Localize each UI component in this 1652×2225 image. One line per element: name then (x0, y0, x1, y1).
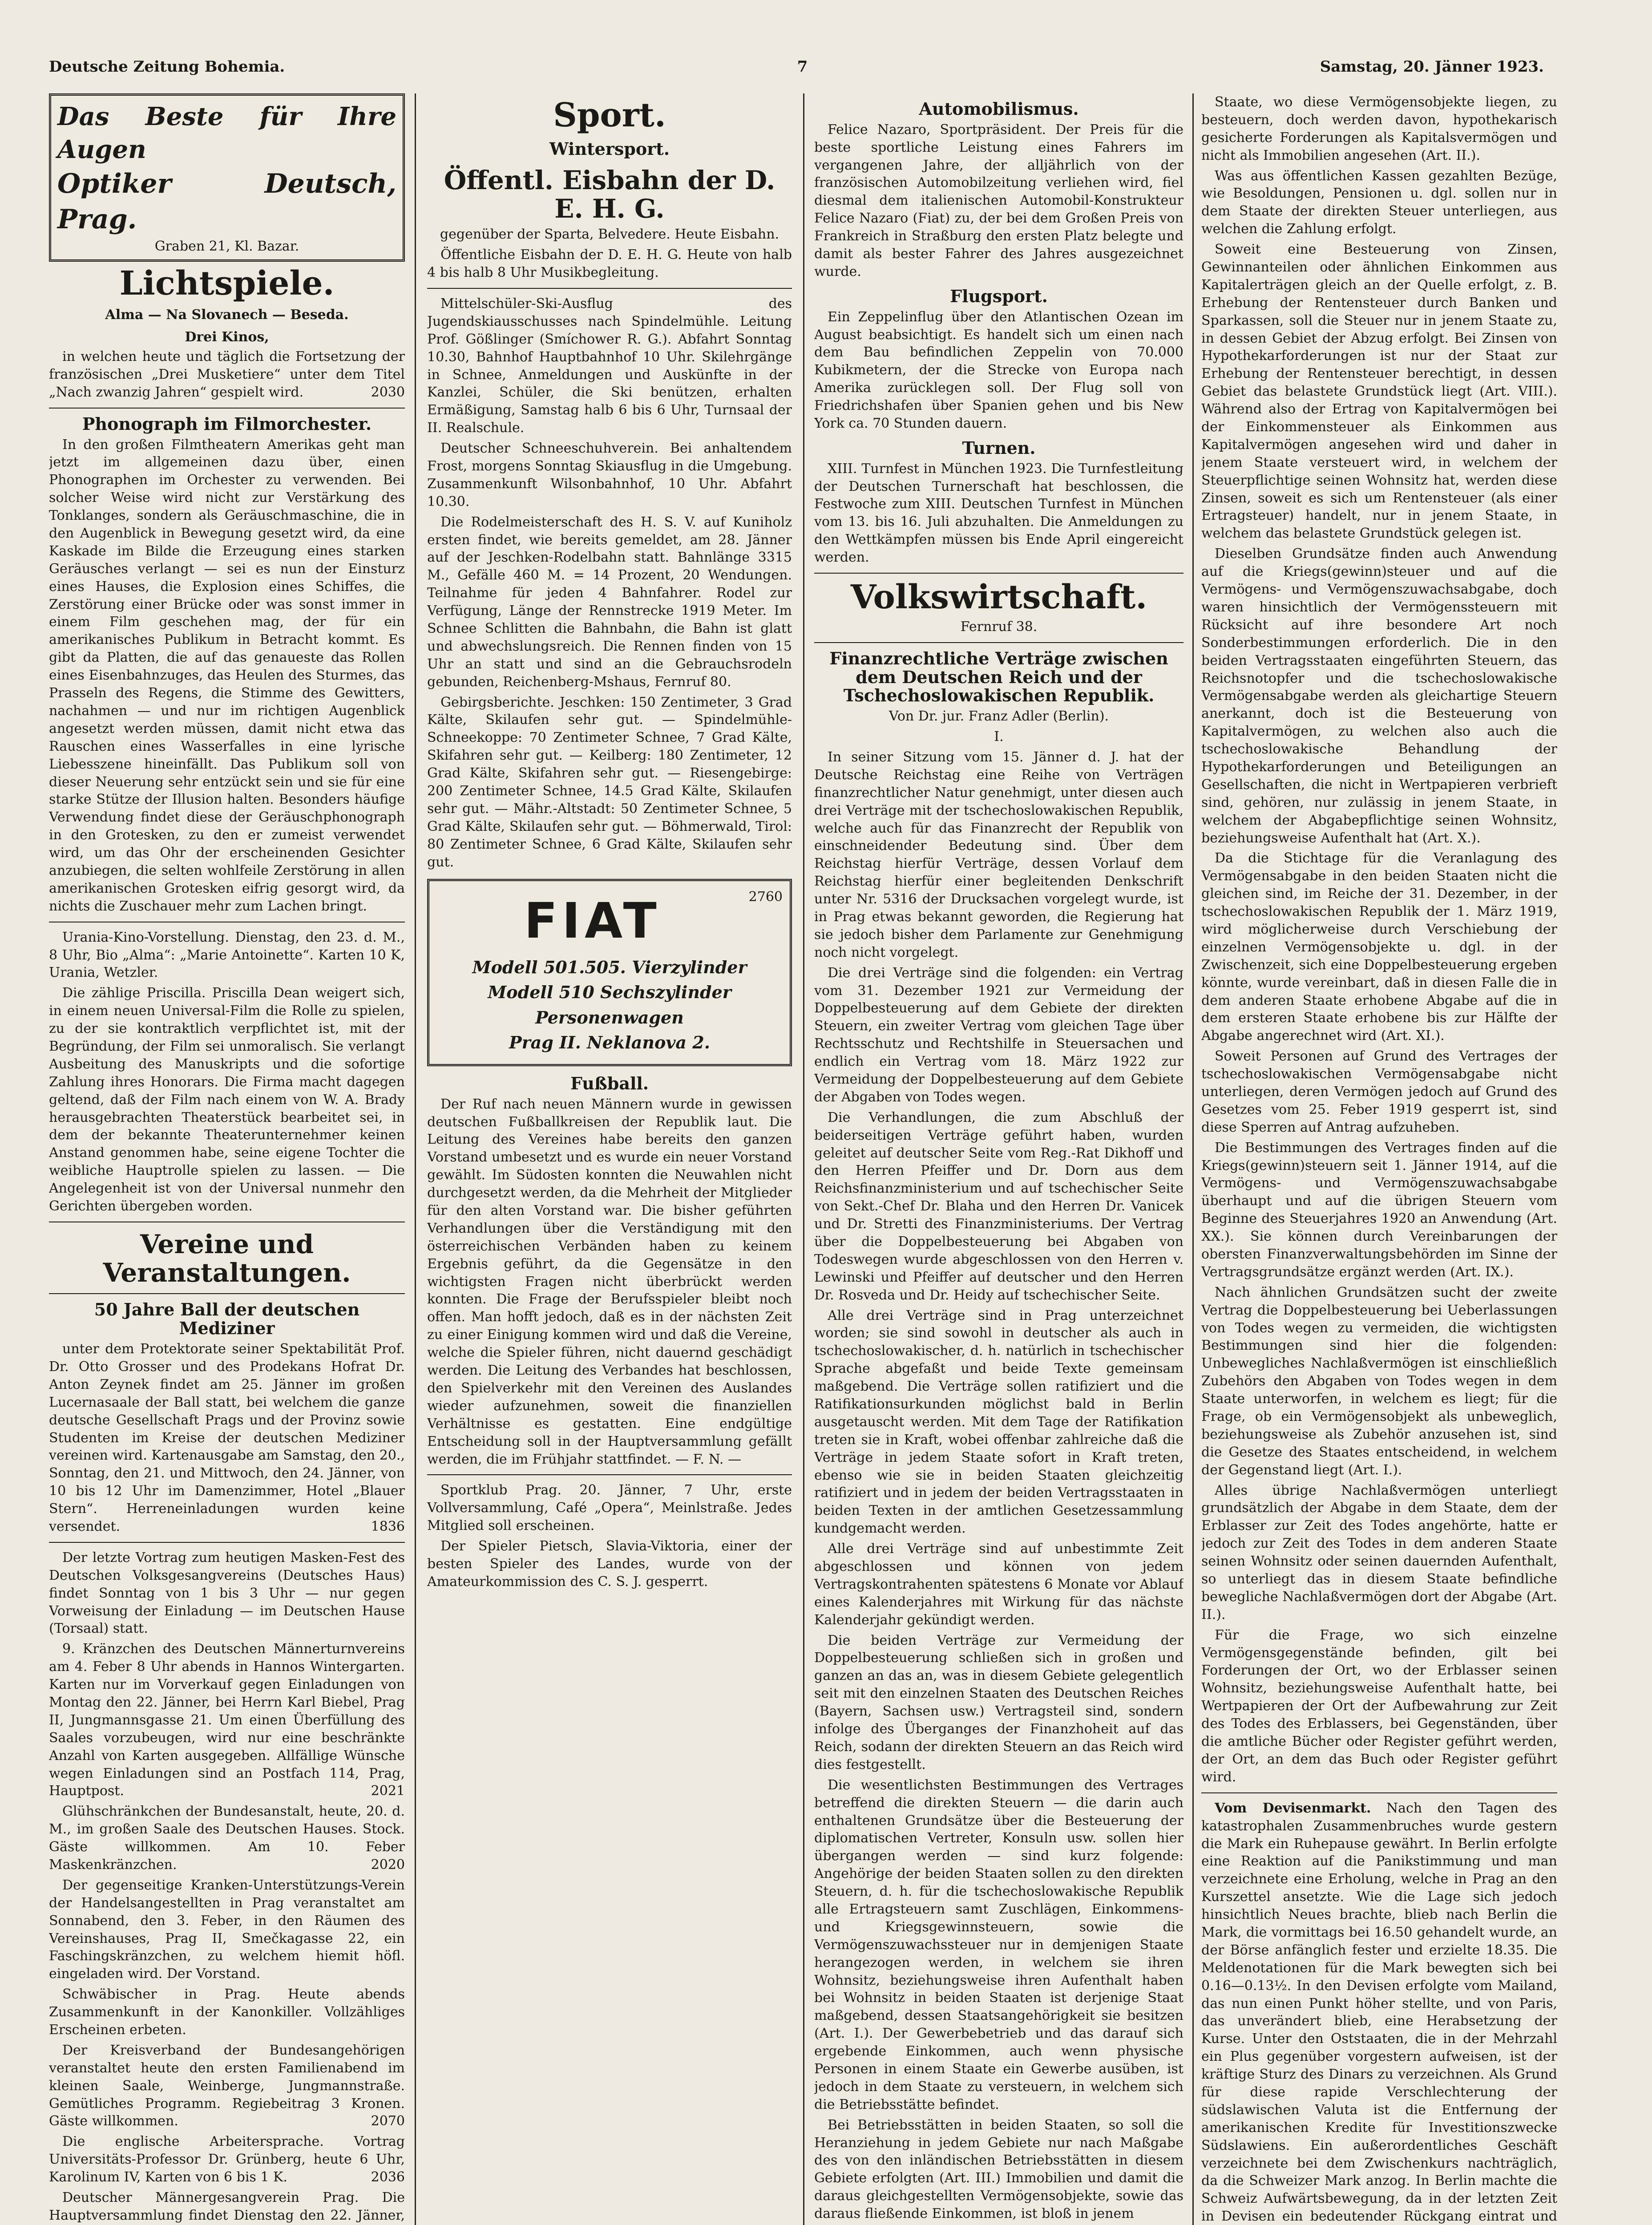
vereine-notice: Der Kreisverband der Bundesangehörigen veranstaltet heute den ersten Familienabend im kleinen Saale, Weinberge, Jungmannstraße. Gemütliches Programm. Regiebeitrag 3 Kronen. Gäste willkommen. 2070 (49, 2042, 405, 2129)
article-author: Von Dr. jur. Franz Adler (Berlin). (889, 708, 1109, 724)
newspaper-name: Deutsche Zeitung Bohemia. (49, 58, 285, 76)
fiat-model-1: Modell 501.505. Vierzylinder (472, 957, 747, 977)
turnen-text: XIII. Turnfest in München 1923. Die Turnfestleitung der Deutschen Turnerschaft hat beschlossen, die Festwoche zum XIII. Deutschen Turnfest in München vom 13. bis 16. Juli abzuhalten. Die Anmeldungen zu den Wettkämpfen müssen bis Ende April eingereicht werden. (814, 461, 1183, 566)
section-title-sport: Sport. (553, 96, 666, 134)
sport-paragraph: Deutscher Schneeschuhverein. Bei anhaltendem Frost, morgens Sonntag Skiausflug in die Umgebung. Zusammenkunft Wilsonbahnhof, 10 Uhr. Abfahrt 10.30. (427, 441, 792, 510)
vertraege-continued: Nach ähnlichen Grundsätzen sucht der zweite Vertrag die Doppelbesteuerung bei Ueberlassungen von Todes wegen zu vermeiden, die wichtigsten Bestimmungen sind hier die folgenden: Unbewegliches Nachlaßvermögen ist einschließlich Zubehörs den Abgaben von Todes wegen in dem Staate unterworfen, in welchem es liegt; für die Frage, ob ein Vermögensobjekt als unbeweglich, beziehungsweise als Zubehör anzusehen ist, sind die Gesetze des Staates entscheidend, in welchem der Gegenstand liegt (Art. I.). (1201, 1284, 1557, 1478)
vertraege-continued: Dieselben Grundsätze finden auch Anwendung auf die Kriegs(gewinn)steuer und auf die Vermögens- und Vermögenszuwachsabgabe, doch waren hinsichtlich der Vermögenssteuern mit Rücksicht auf ihre besondere Art noch Sonderbestimmungen erforderlich. Die in den beiden Vertragsstaaten eingeführten Steuern, das Reichsnotopfer und die tschechoslowakische Vermögensabgabe werden als gleichartige Steuern anerkannt, doch ist die Besteuerung von Kapitalvermögen, zu welchen also auch die tschechoslowakische Behandlung der Hypothekarforderungen und Beteiligungen an Gesellschaften, die nicht in Wertpapieren verbrieft sind, gehören, nur zulässig in jenem Staate, in welchem der Abgabepflichtige seinen Wohnsitz, beziehungsweise Aufenthalt hat (Art. X.). (1201, 546, 1557, 846)
vereine-notice: Glühschränkchen der Bundesanstalt, heute, 20. d. M., im großen Saale des Deutschen Hauses. Stock. Gäste willkommen. Am 10. Feber Maskenkränzchen. 2020 (49, 1804, 405, 1873)
fiat-logo: FIAT (524, 892, 661, 950)
vereine-notice: Der gegenseitige Kranken-Unterstützungs-Verein der Handelsangestellten in Prag veranstaltet am Sonnabend, den 3. Feber, in den Räumen des Vereinshauses, Prag II, Smečkagasse 22, ein Faschingskränzchen, zu welchem hiemit höfl. eingeladen wird. Der Vorstand. (49, 1877, 405, 1982)
vertraege-paragraph: Die beiden Verträge zur Vermeidung der Doppelbesteuerung schließen sich in großen und ganzen an das an, was in diesem Gebiete gelegentlich seit mit den einzelnen Staaten des Deutschen Reiches (Bayern, Sachsen usw.) Vertragsteil sind, sondern infolge des Überganges der Finanzhoheit auf das Reich, sodann der direkten Steuern an das Reich wird dies festgestellt. (814, 1632, 1183, 1772)
ad-company: Optiker Deutsch, Prag. (57, 168, 396, 235)
vereine-notice: 9. Kränzchen des Deutschen Männerturnvereins am 4. Feber 8 Uhr abends in Hannos Wintergarten. Karten nur im Vorverkauf gegen Einladungen von Montag den 22. Jänner, bei Herrn Karl Biebel, Prag II, Jungmannsgasse 21. Um einen Überfüllung des Saales vorzubeugen, wird nur eine beschränkte Anzahl von Karten ausgegeben. Allfällige Wünsche wegen Einladungen sind an Postfach 114, Prag, Hauptpost. 2021 (49, 1641, 405, 1799)
column-rule (1192, 93, 1194, 2225)
ball-text: unter dem Protektorate seiner Spektabilität Prof. Dr. Otto Grosser und des Prodekans Hofrat Dr. Anton Zeynek findet am 25. Jänner im großen Lucernasaale der Ball statt, bei welchem die ganze deutsche Gesellschaft Prags und der Provinz sowie Studenten im Kreise der deutschen Mediziner vereinen wird. Kartenausgabe am Samstag, den 20., Sonntag, den 21. und Mittwoch, den 24. Jänner, von 10 bis 12 Uhr im Damenzimmer, Hotel „Blauer Stern“. Herreneinladungen wurden keine versendet. 1836 (49, 1341, 405, 1534)
column-1 (49, 93, 405, 2225)
fussball-text: Der Ruf nach neuen Männern wurde in gewissen deutschen Fußballkreisen der Republik laut. Die Leitung des Vereines habe bereits den ganzen Vorstand umbesetzt und es wurde ein neuer Vorstand gewählt. Im Südosten konnten die Neuwahlen nicht durchgesetzt werden, da die Mehrheit der Mitglieder für den alten Vorstand war. Die bisher geführten Verhandlungen über die Verständigung mit den österreichischen Verbänden haben zu keinem Ergebnis geführt, da die Gegensätze in den wichtigsten Fragen nicht überbrückt werden konnten. Die Frage der Berufsspieler bleibt noch offen. Man hofft jedoch, daß es in der nächsten Zeit zu einer Einigung kommen wird und daß die Vereine, welche die Spieler führen, nicht dauernd geschädigt werden. Die Leitung des Verbandes hat beschlossen, den Spielverkehr mit den Vereinen des Auslandes wieder aufzunehmen, soweit die finanziellen Verhältnisse es gestatten. Eine endgültige Entscheidung soll in der Hauptversammlung gefällt werden, die im Frühjahr stattfindet. — F. N. — (427, 1096, 792, 1467)
fiat-model-2: Modell 510 Sechszylinder (488, 982, 731, 1003)
vertraege-continued: Soweit eine Besteuerung von Zinsen, Gewinnanteilen oder ähnlichen Einkommen aus Kapitalerträgen gleich an der Quelle erfolgt, z. B. Erhebung der Rentensteuer durch Banken und Sparkassen, soll die Steuer nur in jenem Staate zu, in dessen Gebiet der Abzug erfolgt. Bei Zinsen von Hypothekarforderungen ist nur der Staat zur Erhebung der Rentensteuer berechtigt, in dessen Gebiet das belastete Grundstück liegt (Art. VIII.). Während also der Ertrag von Kapitalvermögen bei der Einkommensteuer als Einkommen aus Kapitalvermögen angesehen wird und daher in jenem Staate versteuert wird, in welchem der Steuerpflichtige seinen Wohnsitz hat, werden diese Zinsen, soweit es sich um Rentensteuer (als einer Ertragsteuer) handelt, nur in jenem Staate, in welchem das belastete Grundstück gelegen ist. (1201, 242, 1557, 542)
ball-title: 50 Jahre Ball der deutschen Mediziner (94, 1299, 360, 1339)
fiat-type: Personenwagen (535, 1007, 684, 1028)
vertraege-continued: Da die Stichtage für die Veranlagung des Vermögensabgabe in den beiden Staaten nicht die gleichen sind, im Reiche der 31. Dezember, in der tschechoslowakischen Republik der 1. März 1919, wird möglicherweise durch Verschiebung der einzelnen Vermögensobjekte u. dgl. in der Zwischenzeit, sich eine Doppelbesteuerung ergeben könnte, wurde vereinbart, daß in diesen Falle die in dem anderen Staate erhobene Abgabe auf die in dem ersteren Staate erhobene bis zur Hälfte der Abgabe angerechnet wird (Art. XI.). (1201, 850, 1557, 1044)
eisbahn-title: Öffentl. Eisbahn der D. E. H. G. (444, 165, 776, 224)
article-title-phonograph: Phonograph im Filmorchester. (82, 413, 372, 434)
page-number: 7 (797, 58, 808, 76)
sport-paragraph: Mittelschüler-Ski-Ausflug des Jugendskiausschusses nach Spindelmühle. Leitung Prof. Gößlinger (Smíchower R. G.). Abfahrt Sonntag 10.30, Bahnhof Hauptbahnhof 10 Uhr. Skilehrgänge in Schnee, Anmeldungen und Auskünfte in der Kanzlei, Schüler, die Ski benützen, erhalten Ermäßigung, Samstag halb 6 bis 6 Uhr, Turnsaal der II. Realschule. (427, 295, 792, 436)
vertraege-paragraph: Die Verhandlungen, die zum Abschluß der beiderseitigen Verträge geführt haben, wurden geleitet auf deutscher Seite vom Reg.-Rat Dikhoff und den Herren Pfeiffer und Dr. Dorn aus dem Reichsfinanzministerium und auf tschechischer Seite von Sekt.-Chef Dr. Blaha und den Herren Dr. Vanicek und Dr. Stretti des Finanzministeriums. Der Vertrag über die Doppelbesteuerung bei Abgaben von Todeswegen wurde abgeschlossen von den Herren v. Lewinski und Pfeiffer auf deutscher und den Herren Dr. Rosveda und Dr. Heidy auf tschechischer Seite. (814, 1109, 1183, 1303)
cinema-intro: in welchen heute und täglich die Fortsetzung der französischen „Drei Musketiere“ unter dem Titel „Nach zwanzig Jahren“ gespielt wird. 2030 (49, 349, 405, 400)
article-text-phonograph: In den großen Filmtheatern Amerikas geht man jetzt im allgemeinen dazu über, einen Phonographen im Orchester zu verwenden. Bei solcher Weise wird nicht zur Verstärkung des Tonklanges, sondern als Geräuschmaschine, die in den Augenblick in Bewegung gesetzt wird, da eine Kaskade im Bilde die Erzeugung eines starken Geräusches verlangt — sei es nun der Einsturz eines Hauses, die Explosion eines Schiffes, die Zerstörung einer Brücke oder was sonst immer in einem Film geschehen mag, der für ein amerikanisches Publikum in Betracht kommt. Es gibt da Platten, die auf das genaueste das Rollen eines Eisenbahnzuges, das Heulen des Sturmes, das Prasseln des Regens, die Stimme des Gewitters, nachahmen — und nur im richtigen Augenblick angesetzt werden müssen, damit nicht etwa das Rauschen eines Wasserfalles in eine lyrische Liebesszene hineinfällt. Das Publikum soll von dieser Neuerung sehr entzückt sein und sie für eine starke Stütze der Illusion halten. Besonders häufige Verwendung findet diese der Geräuschphonograph in den Grotesken, zu den er zumeist verwendet wird, um das Ohr der erscheinenden Gesichter anzubiegen, die selten wohlfeile Zerstörung in allen amerikanischen Grotesken eifrig gesorgt wird, da nichts die Zuschauer mehr zum Lachen bringt. (49, 437, 405, 914)
divider (814, 573, 1183, 574)
divider (814, 642, 1183, 643)
vereine-notice: Die englische Arbeitersprache. Vortrag Universitäts-Professor Dr. Grünberg, heute 6 Uhr, Karolinum IV, Karten von 6 bis 1 K. 2036 (49, 2134, 405, 2185)
divider (49, 1542, 405, 1543)
notice-urania: Urania-Kino-Vorstellung. Dienstag, den 23. d. M., 8 Uhr, Bio „Alma“: „Marie Antoinette“. Karten 10 K, Urania, Wetzler. (49, 929, 405, 981)
issue-date: Samstag, 20. Jänner 1923. (1320, 58, 1544, 76)
vertraege-continued: Alles übrige Nachlaßvermögen unterliegt grundsätzlich der Abgabe in dem Staate, dem der Erblasser zur Zeit des Todes angehörte, hatte er jedoch zur Zeit des Todes in dem anderen Staate seinen Wohnsitz oder seinen dauernden Aufenthalt, so unterliegt das in diesem Staate befindliche bewegliche Nachlaßvermögen dort der Abgabe (Art. II.). (1201, 1482, 1557, 1622)
column-3 (814, 93, 1183, 2225)
divider (427, 1474, 792, 1475)
vereine-notice: Schwäbischer in Prag. Heute abends Zusammenkunft in der Kanonkiller. Vollzähliges Erscheinen erbeten. (49, 1986, 405, 2038)
ad-number: 2760 (748, 889, 783, 905)
flugsport-text: Ein Zeppelinflug über den Atlantischen Ozean im August beabsichtigt. Es handelt sich um einen nach dem Bau befindlichen Zeppelin von 70.000 Kubikmetern, der die Strecke von Europa nach Amerika zurücklegen soll. Der Flug soll von Friedrichshafen über Spanien gehen und bis New York ca. 70 Stunden dauern. (814, 309, 1183, 431)
eisbahn-subtitle: gegenüber der Sparta, Belvedere. Heute Eisbahn. (440, 227, 780, 243)
vertraege-continued: Die Bestimmungen des Vertrages finden auf die Kriegs(gewinn)steuern seit 1. Jänner 1914, auf die Vermögens- und Vermögenszuwachsabgabe überhaupt und auf die übrigen Steuern vom Beginne des Steuerjahres 1920 an Anwendung (Art. XX.). Sie können durch Vereinbarungen der obersten Finanzverwaltungsbehörden im Sinne der Vertragsgrundsätze ergänzt werden (Art. IX.). (1201, 1140, 1557, 1280)
fiat-address: Prag II. Neklanova 2. (509, 1032, 710, 1053)
vertraege-continued: Für die Frage, wo sich einzelne Vermögensgegenstände befinden, gilt bei Forderungen der Ort, wo der Erblasser seinen Wohnsitz, beziehungsweise Aufenthalt hatte, bei Wertpapieren der Ort der Aufbewahrung zur Zeit des Todes des Erblassers, bei Gegenständen, über die amtliche Bücher oder Register geführt werden, der Ort, an dem das Buch oder Register geführt wird. (1201, 1627, 1557, 1785)
sport-paragraph: Die Rodelmeisterschaft des H. S. V. auf Kuniholz ersten findet, wie bereits gemeldet, am 28. Jänner auf der Jeschken-Rodelbahn statt. Bahnlänge 3315 M., Gefälle 460 M. = 14 Prozent, 20 Wendungen. Teilnahme für jeden 4 Bahnfahrer. Rodel zur Verfügung, Länge der Rennstrecke 1919 Meter. Im Schnee Schlitten die Bahnbahn, die Bahn ist glatt und abwechslungsreich. Die Rennen finden von 15 Uhr an statt und sind an die Gebrauchsrodeln gebunden, Reichenberg-Mshaus, Fernruf 80. (427, 514, 792, 690)
notice-priscilla: Die zählige Priscilla. Priscilla Dean weigert sich, in einem neuen Universal-Film die Rolle zu spielen, zu der sie kontraktlich verpflichtet ist, mit der Begründung, der Film sei unmoralisch. Sie verlangt Ausbeitung des Manuskripts und die sofortige Zahlung ihres Honorars. Die Firma macht dagegen geltend, daß der Film nach einem von W. A. Brady herausgebrachten Theaterstück bearbeitet sei, in dem der bekannte Theaterunternehmer keinen Anstand genommen habe, seine eigene Tochter die weibliche Hauptrolle spielen zu lassen. — Die Angelegenheit ist von der Universal nunmehr den Gerichten übergeben worden. (49, 985, 405, 1214)
subsection-automobilismus: Automobilismus. (919, 99, 1079, 119)
section-title-volkswirtschaft: Volkswirtschaft. (850, 578, 1147, 616)
ad-headline: Das Beste für Ihre Augen (57, 102, 396, 165)
devisen-article: Vom Devisenmarkt. Nach den Tagen des katastrophalen Zusammenbruches wurde gestern die Mark ein Ruhepause gewährt. In Berlin erfolgte eine Reaktion auf die Panikstimmung und man verzeichnete eine Erholung, welche in Prag an den Kurszettel ansetzte. Wie die Lage sich jedoch hinsichtlich Neues brachte, blieb nach Berlin die Mark, die vormittags bei 16.50 gehandelt wurde, an der Börse anfänglich fester und erzielte 18.35. Die Meldenotationen für die Mark bewegten sich bei 0.16—0.13½. In den Devisen erfolgte vom Mailand, das nun einen Punkt höher stellte, und von Paris, das unverändert blieb, eine Herabsetzung der Kurse. Unter den Oststaaten, die in der Mehrzahl ein Plus gegenüber vorgestern aufweisen, ist der kräftige Sturz des Dinars zu verzeichnen. Als Grund für diese rapide Verschlechterung der südslawischen Valuta ist die Entfernung der amerikanischen Kredite für Investitionszwecke Südslawiens. Ein außerordentliches Geschäft verzeichnete bei dem Zwischenkurs nachträglich, da die Schweizer Mark anzog. In Berlin machte die Schweiz Aufwärtsbewegung, da in der letzten Zeit in Devisen ein bedeutender Rückgang eintrat und (1201, 1800, 1557, 2225)
vertraege-paragraph: In seiner Sitzung vom 15. Jänner d. J. hat der Deutsche Reichstag eine Reihe von Verträgen finanzrechtlicher Natur genehmigt, unter diesen auch drei Verträge mit der tschechoslowakischen Republik, welche auch für das Finanzrecht der Republik von einschneidender Bedeutung sind. Über dem Reichstag hierfür Verträge, dessen Vorlauf dem Reichstag hierfür einer begleitenden Denkschrift unter Nr. 5316 der Drucksachen vorgelegt wurde, ist in Prag etwas bekannt geworden, die Regierung hat sie jedoch bisher dem Parlamente zur Genehmigung noch nicht vorgelegt. (814, 749, 1183, 960)
column-rule (415, 93, 416, 2225)
column-4 (1201, 93, 1557, 2225)
sport-paragraph: Gebirgsberichte. Jeschken: 150 Zentimeter, 3 Grad Kälte, Skilaufen sehr gut. — Spindelmühle-Schneekoppe: 70 Zentimeter Schnee, 7 Grad Kälte, Skifahren sehr gut. — Keilberg: 180 Zentimeter, 12 Grad Kälte, Skifahren sehr gut. — Riesengebirge: 200 Zentimeter Schnee, 14.5 Grad Kälte, Skilaufen sehr gut. — Mähr.-Altstadt: 50 Zentimeter Schnee, 5 Grad Kälte, Skilaufen sehr gut. — Böhmerwald, Tirol: 80 Zentimeter Schnee, 6 Grad Kälte, Skilaufen sehr gut. (427, 694, 792, 870)
vereine-notice: Der letzte Vortrag zum heutigen Masken-Fest des Deutschen Volksgesangvereins (Deutsches Haus) findet Sonntag von 1 bis 3 Uhr — nur gegen Vorweisung der Einladung — im Deutschen Hause (Torsaal) statt. (49, 1549, 405, 1637)
divider (1201, 1792, 1557, 1793)
vertraege-paragraph: Alle drei Verträge sind in Prag unterzeichnet worden; sie sind sowohl in deutscher als auch in tschechoslowakischer, d. h. natürlich in tschechischer Sprache abgefaßt und beide Texte gemeinsam maßgebend. Die Verträge sollen ratifiziert und die Ratifikationsurkunden möglichst bald in Berlin ausgetauscht werden. Mit dem Tage der Ratifikation treten sie in Kraft, wobei offenbar zahlreiche daß die Verträge in jedem Staate sofort in Kraft treten, ebenso wie sie in beiden Staaten gleichzeitig ratifiziert und in jedem der beiden Vertragsstaaten in beiden Texten in der amtlichen Gesetzessammlung kundgemacht werden. (814, 1307, 1183, 1537)
ad-address: Graben 21, Kl. Bazar. (154, 238, 299, 254)
subsection-fussball: Fußball. (570, 1073, 649, 1093)
subsection-wintersport: Wintersport. (549, 138, 670, 159)
fiat-ad (427, 879, 792, 1066)
cinema-names: Alma — Na Slovanech — Beseda. (105, 307, 349, 323)
vertraege-continued: Was aus öffentlichen Kassen gezahlten Bezüge, wie Besoldungen, Pensionen u. dgl. sollen nur in dem Staate der direkten Steuer unterliegen, aus welchen die Zahlung erfolgt. (1201, 168, 1557, 237)
eisbahn-text: Öffentliche Eisbahn der D. E. H. G. Heute von halb 4 bis halb 8 Uhr Musikbegleitung. (427, 247, 792, 281)
automobilismus-text: Felice Nazaro, Sportpräsident. Der Preis für die beste sportliche Leistung eines Fahrers im vergangenen Jahre, der alljährlich von der französischen Automobilzeitung verliehen wird, fiel diesmal dem italienischen Automobil-Konstrukteur Felice Nazaro (Fiat) zu, der bei dem Großen Preis von Frankreich in Straßburg den ersten Platz belegte und damit als bester Fahrer des Jahres ausgezeichnet wurde. (814, 121, 1183, 279)
vertraege-continued: Staate, wo diese Vermögensobjekte liegen, zu besteuern, doch werden davon, hypothekarisch gesicherte Forderungen als Kapitalsvermögen und nicht als Immobilien angesehen (Art. II.). (1201, 94, 1557, 163)
column-2 (427, 93, 792, 2225)
subsection-turnen: Turnen. (962, 437, 1036, 458)
section-title-vereine: Vereine und Veranstaltungen. (103, 1229, 351, 1288)
vertraege-continued: Soweit Personen auf Grund des Vertrages der tschechoslowakischen Vermögensabgabe nicht unterliegen, deren Vermögen jedoch auf Grund des Gesetzes vom 25. Feber 1919 gesperrt ist, sind diese Sperren auf Antrag aufzuheben. (1201, 1048, 1557, 1135)
article-part-number: I. (994, 729, 1004, 745)
sport-notice: Sportklub Prag. 20. Jänner, 7 Uhr, erste Vollversammlung, Café „Opera“, Meinlstraße. Jedes Mitglied soll erscheinen. (427, 1482, 792, 1534)
subsection-flugsport: Flugsport. (950, 286, 1048, 306)
divider (49, 1293, 405, 1294)
column-rule (803, 93, 804, 2225)
divider (49, 408, 405, 409)
section-title-lichtspiele: Lichtspiele. (119, 264, 335, 303)
devisen-title: Vom Devisenmarkt. (1215, 1800, 1371, 1816)
vertraege-paragraph: Alle drei Verträge sind auf unbestimmte Zeit abgeschlossen und können von jedem Vertragskontrahenten spätestens 6 Monate vor Ablauf eines Kalenderjahres mit Wirkung für das nächste Kalenderjahr gekündigt werden. (814, 1541, 1183, 1628)
fernruf: Fernruf 38. (960, 619, 1038, 635)
vereine-notice: Deutscher Männergesangverein Prag. Die Hauptversammlung findet Dienstag den 22. Jänner, (49, 2190, 405, 2223)
vertraege-paragraph: Bei Betriebsstätten in beiden Staaten, so soll die Heranziehung in jedem Gebiete nur nach Maßgabe des von den inländischen Betriebsstätten in diesem Gebiete erfolgten (Art. III.) Immobilien und damit die daraus gleichgestellten Vermögensobjekte, sowie das daraus fließende Einkommen, ist bloß in jenem (814, 2117, 1183, 2222)
article-title-vertraege: Finanzrechtliche Verträge zwischen dem Deutschen Reich und der Tschechoslowakischen Republik. (829, 648, 1168, 706)
cinema-count: Drei Kinos, (185, 329, 269, 345)
optiker-ad (49, 93, 405, 262)
vertraege-paragraph: Die wesentlichsten Bestimmungen des Vertrages betreffend die direkten Steuern — die darin auch enthaltenen Grundsätze über die Besteuerung der diplomatischen Vertreter, Konsuln usw. sollen hier übergangen werden — sind kurz folgende: Angehörige der beiden Staaten sollen zu den direkten Steuern, d. h. für die tschechoslowakische Republik alle Ertragsteuern samt Zuschlägen, Einkommens- und Kriegsgewinnsteuern, sowie die Vermögenszuwachssteuer nur in demjenigen Staate herangezogen werden, in welchem sie ihren Wohnsitz, beziehungsweise ihren Aufenthalt haben bei Wohnsitz in beiden Staaten ist derjenige Staat maßgebend, dessen Staatsangehörigkeit sie besitzen (Art. I.). Der Gewerbebetrieb und das darauf sich ergebende Einkommen, auch wenn physische Personen in einem Staate ein Gewerbe ausüben, ist jedoch in dem Staate zu versteuern, in welchem sich die Betriebsstätte befindet. (814, 1777, 1183, 2112)
page-header (49, 53, 1544, 80)
vertraege-paragraph: Die drei Verträge sind die folgenden: ein Vertrag vom 31. Dezember 1921 zur Vermeidung der Doppelbesteuerung auf dem Gebiete der direkten Steuern, ein zweiter Vertrag vom gleichen Tage über Rechtsschutz und Rechtshilfe in Steuersachen und endlich ein Vertrag vom 18. März 1922 zur Vermeidung der Doppelbesteuerung auf dem Gebiete der Abgaben von Todes wegen. (814, 965, 1183, 1105)
sport-notice: Der Spieler Pietsch, Slavia-Viktoria, einer der besten Spieler des Landes, wurde von der Amateurkommission des C. S. J. gesperrt. (427, 1538, 792, 1590)
divider (427, 288, 792, 289)
